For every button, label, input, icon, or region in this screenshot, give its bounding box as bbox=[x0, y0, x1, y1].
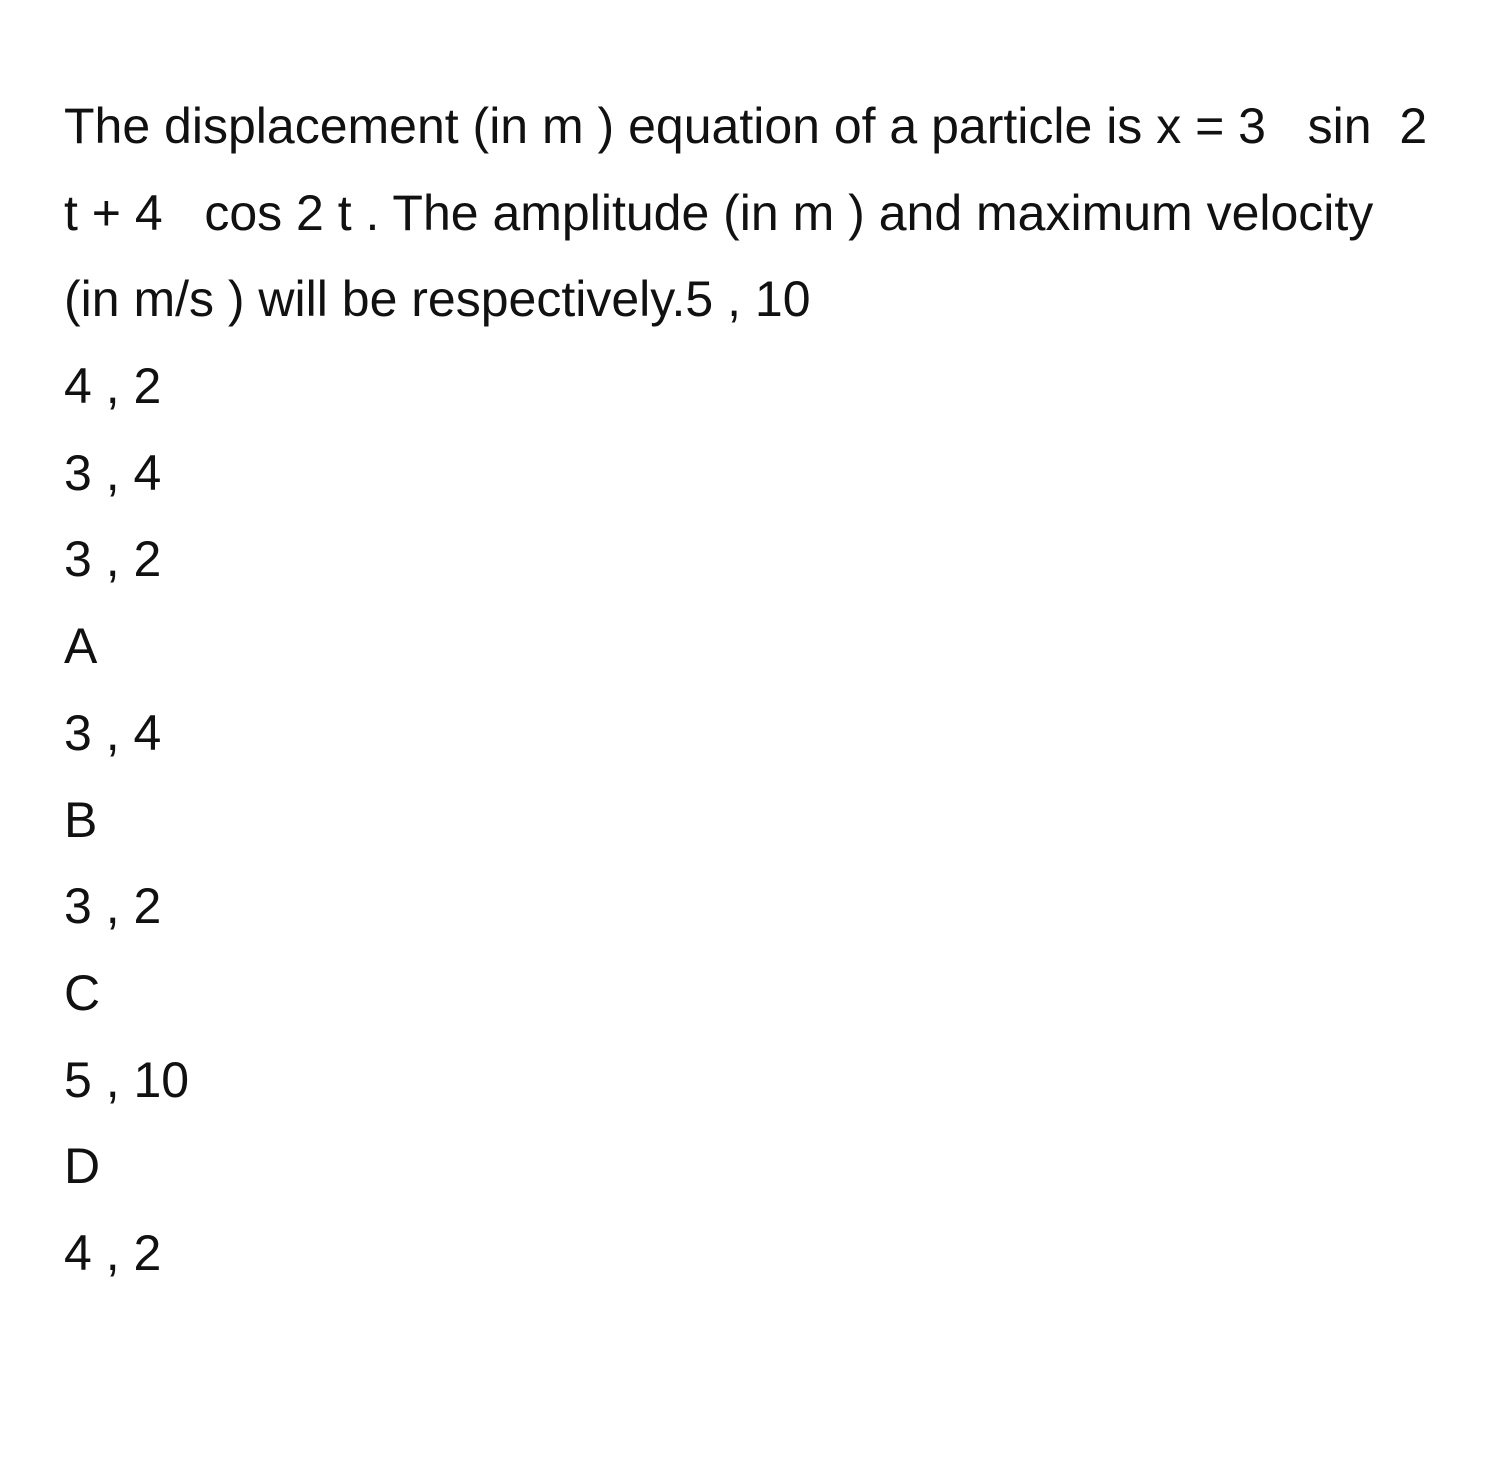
option-label-a: A bbox=[64, 618, 98, 675]
answer-line: 3 , 4 bbox=[64, 444, 162, 501]
option-label-b: B bbox=[64, 791, 98, 848]
option-value-a: 3 , 4 bbox=[64, 704, 162, 761]
answer-line: 3 , 2 bbox=[64, 531, 162, 588]
option-value-d: 4 , 2 bbox=[64, 1224, 162, 1281]
option-label-c: C bbox=[64, 964, 101, 1021]
question-text: The displacement (in m ) equation of a particle is x = 3 sin 2 t + 4 cos 2 t . The amplitude (in m ) and maximum velocity (in m/s ) will be respectively.5 , 10 bbox=[64, 98, 1442, 328]
document-body bbox=[64, 83, 1454, 1297]
option-value-b: 3 , 2 bbox=[64, 878, 162, 935]
option-label-d: D bbox=[64, 1138, 101, 1195]
option-value-c: 5 , 10 bbox=[64, 1051, 190, 1108]
answer-line: 4 , 2 bbox=[64, 358, 162, 415]
